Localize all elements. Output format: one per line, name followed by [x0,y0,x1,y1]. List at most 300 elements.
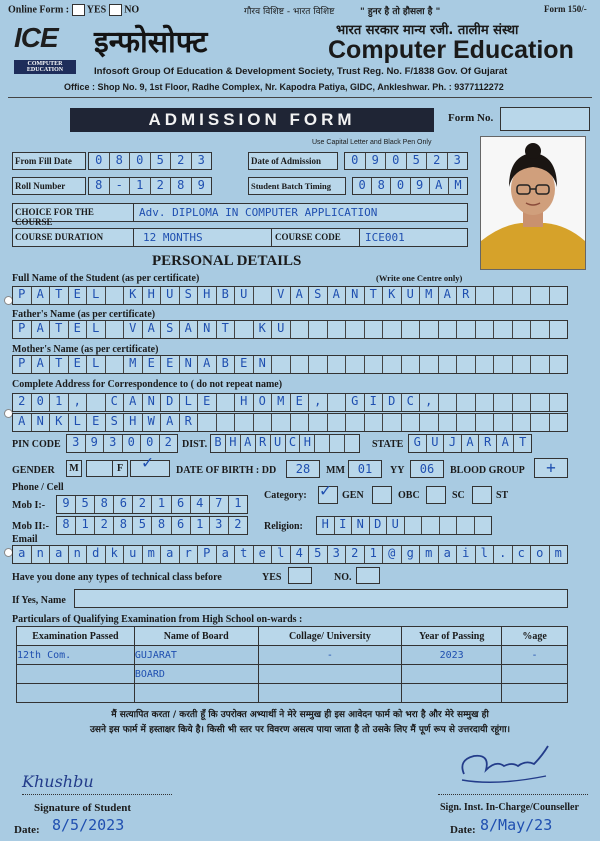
state-field[interactable] [408,434,532,453]
dob-mm-field[interactable]: 01 [348,460,382,478]
table-row [17,646,568,665]
char-cell: N [143,394,162,411]
table-cell[interactable] [17,665,135,684]
char-cell: A [124,394,143,411]
char-cell: B [217,287,236,304]
char-cell: m [420,546,439,563]
date-of-admission-field[interactable] [344,152,468,170]
exam-header-cell: %age [502,627,568,646]
char-cell: , [309,394,328,411]
char-cell: H [124,414,143,431]
char-cell [346,321,365,338]
table-cell[interactable] [502,665,568,684]
char-cell [476,356,495,373]
char-cell: U [402,287,421,304]
char-cell: J [444,435,462,452]
char-cell [309,356,328,373]
char-cell: 1 [130,178,151,195]
char-cell: 0 [32,394,51,411]
char-cell: 3 [453,153,461,167]
char-cell [365,321,384,338]
char-cell: 0 [141,435,160,452]
char-cell [420,356,439,373]
char-cell: n [32,546,51,563]
char-cell: K [124,287,143,304]
char-cell: 2 [13,394,32,411]
dob-label: DATE OF BIRTH : DD [176,465,277,476]
char-cell: D [161,394,180,411]
char-cell: 8 [57,517,76,534]
table-cell[interactable]: GUJARAT [134,646,258,665]
batch-timing-field[interactable] [352,177,468,195]
qualifying-label: Particulars of Qualifying Examination from High School on-wards : [12,614,303,625]
char-cell: L [180,394,199,411]
declaration-line-1: मैं सत्यापित करता / करती हूँ कि उपरोक्त अभ्यार्थी ने मेरे सम्मुख ही इस आवेदन फार्म को भरा है और मेरे सम्मुख ही [111,710,489,720]
char-cell [531,321,550,338]
tech-no-label: NO. [334,572,352,583]
online-yes-checkbox[interactable] [72,4,85,16]
char-cell [309,414,328,431]
category-obc-checkbox[interactable] [372,486,392,504]
dob-dd-field[interactable]: 28 [286,460,320,478]
char-cell: D [383,394,402,411]
blood-group-field[interactable]: + [534,458,568,478]
table-cell[interactable] [258,684,402,703]
full-name-label: Full Name of the Student (as per certificate) [12,273,200,284]
gender-tick: ✓ [142,452,153,473]
char-cell: 8 [152,517,171,534]
char-cell [476,394,495,411]
society-line: Infosoft Group Of Education & Development Society, Trust Reg. No. F/1838 Gov. Of Gujarat [94,66,508,77]
char-cell: 1 [50,394,69,411]
char-cell: 7 [210,496,229,513]
char-cell: - [110,178,131,195]
char-cell: N [254,356,273,373]
char-cell: H [226,435,241,452]
char-cell: A [328,287,347,304]
char-cell: C [402,394,421,411]
mob1-field[interactable] [56,495,248,514]
course-choice-value: Adv. DIPLOMA IN COMPUTER APPLICATION [139,206,378,219]
char-cell: K [50,414,69,431]
char-cell [457,414,476,431]
char-cell: L [87,356,106,373]
from-fill-date-label: From Fill Date [12,152,86,170]
char-cell: 6 [114,496,133,513]
char-cell: l [272,546,291,563]
table-cell[interactable]: 12th Com. [17,646,135,665]
batch-timing-label: Student Batch Timing [248,177,346,195]
char-cell: 3 [197,153,205,167]
char-cell: a [439,546,458,563]
char-cell: 9 [197,178,205,192]
char-cell: E [69,356,88,373]
mob1-label: Mob I:- [12,500,46,511]
char-cell: 0 [345,153,366,170]
table-row [17,684,568,703]
char-cell: r [180,546,199,563]
char-cell: 2 [95,517,114,534]
char-cell: D [370,517,388,534]
char-cell: H [143,287,162,304]
if-yes-label: If Yes, Name [12,595,66,606]
online-yes-label: YES [86,4,107,16]
char-cell: 0 [391,178,410,195]
char-cell [87,394,106,411]
char-cell: u [124,546,143,563]
char-cell [365,356,384,373]
dob-yy-field[interactable]: 06 [410,460,444,478]
declaration-line-2: उसने इस फार्म में हस्ताक्षर किये है। किसी भी स्तर पर विवरण असत्य पाया जाता है तो उसके लिए मैं पूर्ण रूप से उत्तरदायी रहूंगा। [89,725,510,735]
hindi-center: गौरव विशिष्ट - भारत विशिष्ट [244,7,335,17]
char-cell: E [291,394,310,411]
char-cell [550,287,568,304]
char-cell: o [531,546,550,563]
brand-hindi: इन्फोसोफ्ट [94,25,208,60]
char-cell: A [241,435,256,452]
char-cell [328,414,347,431]
char-cell: 5 [76,496,95,513]
char-cell [309,321,328,338]
table-cell[interactable] [502,684,568,703]
char-cell: H [235,394,254,411]
char-cell: T [50,287,69,304]
exam-header-cell: Examination Passed [17,627,135,646]
char-cell: V [272,287,291,304]
roll-number-field[interactable] [88,177,212,195]
char-cell: a [13,546,32,563]
category-st-label: ST [496,490,509,501]
char-cell: i [457,546,476,563]
char-cell: 1 [365,546,384,563]
counsellor-date-label: Date: [450,824,476,836]
char-cell [422,517,440,534]
char-cell [494,394,513,411]
pin-code-field[interactable] [66,434,178,453]
student-photo [480,136,586,270]
counsellor-label: Sign. Inst. In-Charge/Counseller [440,802,579,813]
religion-field[interactable] [316,516,492,535]
exam-header-cell: Collage/ University [258,627,402,646]
char-cell [494,414,513,431]
char-cell: U [271,435,286,452]
online-no-checkbox[interactable] [109,4,122,16]
char-cell: 2 [234,517,242,531]
mob2-label: Mob II:- [12,521,49,532]
tech-no-checkbox[interactable] [356,567,380,584]
char-cell: t [235,546,254,563]
counsellor-signature-line [438,794,588,795]
char-cell: c [513,546,532,563]
char-cell [106,356,125,373]
char-cell: N [346,287,365,304]
from-fill-date-field[interactable] [88,152,212,170]
char-cell: C [286,435,301,452]
char-cell: U [427,435,445,452]
char-cell [402,356,421,373]
course-duration-label: COURSE DURATION [15,232,104,242]
char-cell: 9 [366,153,387,170]
char-cell [494,321,513,338]
form-no-label: Form No. [448,112,494,124]
char-cell: 6 [172,517,191,534]
table-cell[interactable]: - [502,646,568,665]
gender-label: GENDER [12,465,55,476]
table-cell[interactable] [134,684,258,703]
char-cell: A [430,178,449,195]
char-cell [330,435,345,452]
char-cell: A [462,435,480,452]
char-cell: N [198,321,217,338]
char-cell: a [50,546,69,563]
char-cell: U [161,287,180,304]
student-date: 8/5/2023 [52,816,125,834]
char-cell: A [32,287,51,304]
char-cell: E [235,356,254,373]
char-cell: A [180,321,199,338]
char-cell: E [143,356,162,373]
office-line: Office : Shop No. 9, 1st Floor, Radhe Complex, Nr. Kapodra Patiya, GIDC, Ankleshwar. Ph. : 9377112272 [64,82,504,92]
yy-label: YY [390,465,405,476]
father-name-field[interactable] [12,320,568,339]
category-sc-label: SC [452,490,465,501]
char-cell: 6 [172,496,191,513]
title-english: Computer Education [328,36,574,64]
exam-header-cell: Name of Board [134,627,258,646]
char-cell: H [300,435,315,452]
table-cell[interactable] [258,665,402,684]
char-cell: A [198,356,217,373]
course-duration-value: 12 MONTHS [143,231,203,244]
logo [14,22,76,78]
course-duration-row[interactable] [12,228,468,247]
char-cell: m [554,546,562,560]
char-cell [291,414,310,431]
char-cell [457,356,476,373]
table-cell[interactable]: - [258,646,402,665]
char-cell: 2 [133,496,152,513]
category-st-checkbox[interactable] [472,486,492,504]
table-cell[interactable] [402,684,502,703]
char-cell: 4 [291,546,310,563]
gender-f-box[interactable]: F [112,460,128,477]
admission-form-banner: ADMISSION FORM [70,108,434,132]
char-cell [513,356,532,373]
char-cell [475,517,492,534]
char-cell: E [69,287,88,304]
mob2-field[interactable] [56,516,248,535]
phone-label: Phone / Cell [12,482,64,493]
category-sc-checkbox[interactable] [426,486,446,504]
course-choice-row[interactable] [12,203,468,227]
char-cell: T [50,321,69,338]
address-line-1[interactable] [12,393,568,412]
char-cell: n [69,546,88,563]
table-cell[interactable] [402,665,502,684]
char-cell: H [317,517,335,534]
address-line-2[interactable] [12,413,568,432]
char-cell: L [87,321,106,338]
char-cell: 0 [123,435,142,452]
tech-yes-checkbox[interactable] [288,567,312,584]
char-cell: A [32,356,51,373]
char-cell [383,356,402,373]
char-cell [531,394,550,411]
char-cell [420,321,439,338]
char-cell: V [124,321,143,338]
table-cell[interactable]: 2023 [402,646,502,665]
char-cell [346,356,365,373]
char-cell: 1 [191,517,210,534]
table-cell[interactable]: BOARD [134,665,258,684]
char-cell: 2 [427,153,448,170]
online-form-label: Online Form : [8,4,70,16]
student-signature: Khushbu [22,772,94,791]
char-cell: , [69,394,88,411]
state-label: STATE [372,439,404,450]
char-cell: N [352,517,370,534]
category-tick: ✓ [320,480,331,501]
mm-label: MM [326,465,345,476]
char-cell: L [87,287,106,304]
email-field[interactable] [12,545,568,564]
mother-name-label: Mother's Name (as per certificate) [12,344,159,355]
char-cell [513,321,532,338]
char-cell: a [161,546,180,563]
char-cell: A [161,414,180,431]
counsellor-date: 8/May/23 [480,816,553,834]
char-cell [550,356,568,373]
char-cell: P [13,356,32,373]
char-cell: 0 [89,153,110,170]
char-cell: 3 [104,435,123,452]
char-cell: 3 [210,517,229,534]
char-cell [420,414,439,431]
char-cell: 4 [191,496,210,513]
char-cell: 2 [171,153,192,170]
char-cell: P [198,546,217,563]
char-cell [383,414,402,431]
student-signature-line [22,794,172,795]
father-name-label: Father's Name (as per certificate) [12,309,156,320]
char-cell: N [180,356,199,373]
exam-table [16,626,568,703]
if-yes-field[interactable] [74,589,568,608]
char-cell [217,394,236,411]
roll-number-label: Roll Number [12,177,86,195]
char-cell: m [143,546,162,563]
course-code-label: COURSE CODE [275,232,341,242]
char-cell [405,517,423,534]
category-obc-label: OBC [398,490,420,501]
char-cell: U [387,517,405,534]
char-cell [439,414,458,431]
char-cell: 5 [309,546,328,563]
char-cell: S [309,287,328,304]
char-cell: K [254,321,273,338]
char-cell: 5 [407,153,428,170]
char-cell: I [335,517,353,534]
char-cell: 0 [130,153,151,170]
char-cell [457,517,475,534]
logo-subtext: COMPUTER EDUCATION [14,60,76,74]
char-cell: A [32,321,51,338]
use-capital-note: Use Capital Letter and Black Pen Only [312,139,432,146]
table-cell[interactable] [17,684,135,703]
write-one-centre: (Write one Centre only) [376,273,463,283]
char-cell [291,356,310,373]
table-row [17,665,568,684]
char-cell [345,435,359,452]
char-cell: 2 [164,435,172,449]
char-cell [328,394,347,411]
student-date-label: Date: [14,824,40,836]
exam-header-cell: Year of Passing [402,627,502,646]
char-cell [457,394,476,411]
char-cell: 8 [114,517,133,534]
char-cell: 0 [386,153,407,170]
char-cell [217,414,236,431]
personal-details-heading: PERSONAL DETAILS [152,253,302,269]
char-cell: E [87,414,106,431]
char-cell: A [291,287,310,304]
char-cell: E [198,394,217,411]
char-cell [254,414,273,431]
hindi-quote: " हुनर है तो हौसला है " [360,7,441,17]
govt-hindi: भारत सरकार मान्य रजी. तालीम संस्था [336,23,519,38]
char-cell: 8 [171,178,192,195]
char-cell: A [13,414,32,431]
char-cell: e [254,546,273,563]
char-cell: 3 [67,435,86,452]
char-cell: A [439,287,458,304]
char-cell [291,321,310,338]
char-cell: K [383,287,402,304]
address-label: Complete Address for Correspondence to ( do not repeat name) [12,379,283,390]
mother-name-field[interactable] [12,355,568,374]
declaration [20,708,580,738]
char-cell: U [272,321,291,338]
char-cell [550,321,568,338]
gender-m-box[interactable]: M [66,460,82,477]
full-name-field[interactable] [12,286,568,305]
char-cell [513,287,532,304]
char-cell [315,435,330,452]
student-signature-label: Signature of Student [34,802,131,814]
char-cell [402,321,421,338]
char-cell: H [198,287,217,304]
char-cell: T [365,287,384,304]
char-cell: T [217,321,236,338]
dist-field[interactable] [210,434,360,453]
char-cell [365,414,384,431]
char-cell: R [457,287,476,304]
char-cell: 8 [89,178,110,195]
char-cell: 2 [151,178,172,195]
online-no-label: NO [124,4,140,16]
religion-label: Religion: [264,521,303,532]
char-cell: 1 [152,496,171,513]
char-cell: R [180,414,199,431]
char-cell: W [143,414,162,431]
char-cell: 1 [234,496,242,510]
char-cell: L [69,414,88,431]
char-cell [346,414,365,431]
char-cell: B [211,435,226,452]
char-cell [328,356,347,373]
form-no-field[interactable] [500,107,590,131]
form-fee: Form 150/- [544,4,587,14]
